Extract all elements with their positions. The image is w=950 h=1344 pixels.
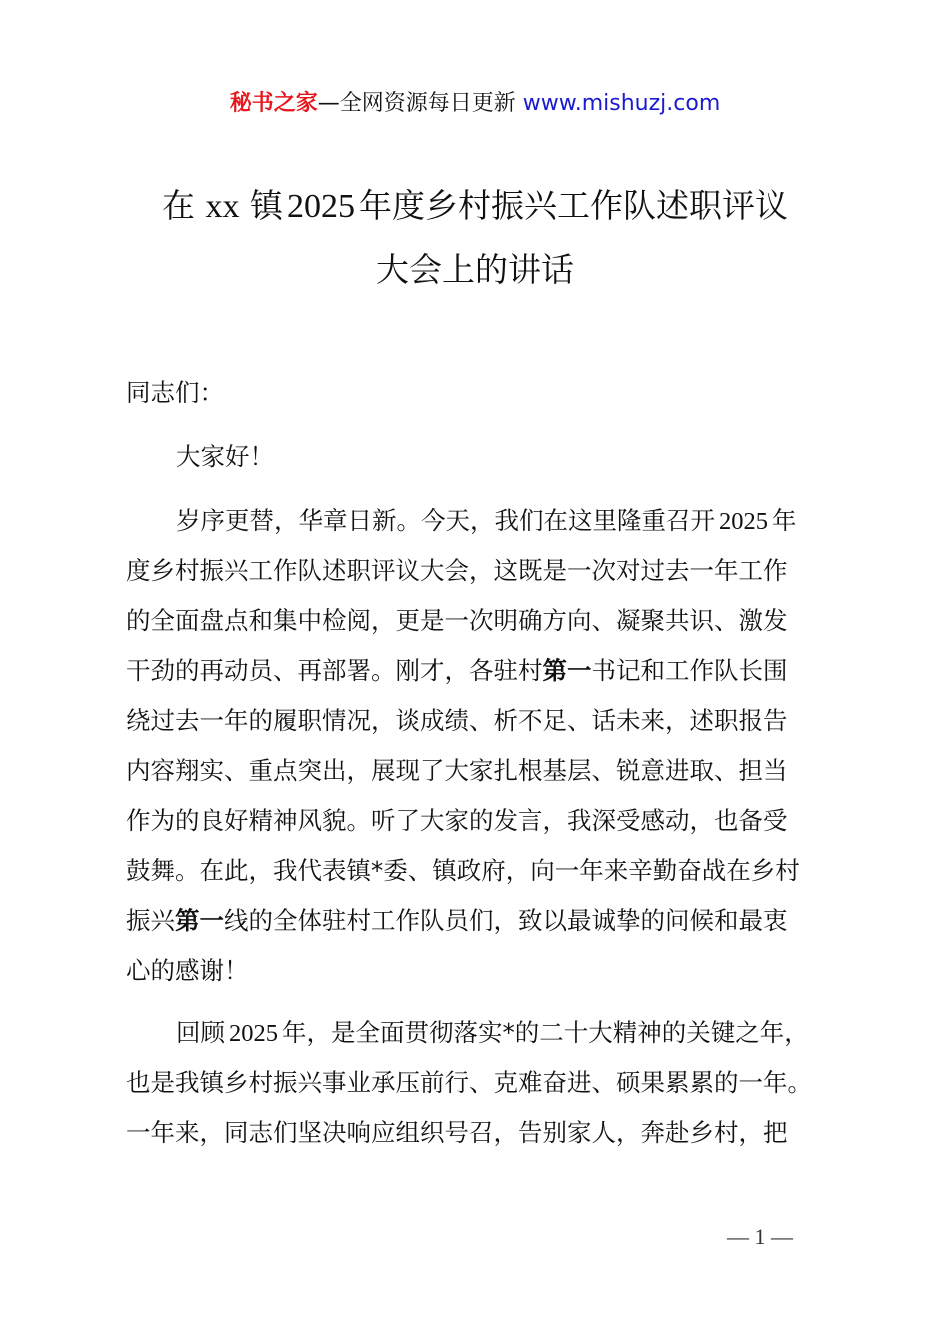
text-run: 振兴 bbox=[126, 906, 175, 935]
header-tagline: —全网资源每日更新 bbox=[317, 91, 516, 116]
title-text: 年度乡村振兴工作队述职评议 bbox=[359, 186, 788, 225]
paragraph-line bbox=[176, 496, 797, 547]
site-header bbox=[0, 86, 950, 122]
title-text: 2025 bbox=[287, 188, 355, 225]
title-text: xx bbox=[205, 188, 240, 225]
text-run: 年 bbox=[772, 506, 797, 535]
paragraph-line: 的全面盘点和集中检阅，更是一次明确方向、凝聚共识、激发 bbox=[126, 606, 788, 635]
bold-text-run: 第一 bbox=[542, 656, 592, 685]
text-run: 岁序更替，华章日新。今天，我们在这里隆重召开 bbox=[176, 506, 715, 535]
greeting: 大家好！ bbox=[176, 442, 274, 471]
text-run: 2025 bbox=[229, 1020, 278, 1047]
text-run: 年，是全面贯彻落实*的二十大精神的关键之年， bbox=[282, 1018, 809, 1047]
text-run: 线的全体驻村工作队员们，致以最诚挚的问候和最衷 bbox=[224, 906, 788, 935]
paragraph-line: 也是我镇乡村振兴事业承压前行、克难奋进、硕果累累的一年。 bbox=[126, 1068, 812, 1097]
text-run: 2025 bbox=[719, 508, 768, 535]
paragraph-line: 鼓舞。在此，我代表镇*委、镇政府，向一年来辛勤奋战在乡村 bbox=[126, 856, 800, 885]
paragraph-line bbox=[126, 646, 788, 696]
site-url-link[interactable]: www.mishuzj.com bbox=[522, 91, 721, 116]
text-run: 书记和工作队长围 bbox=[591, 656, 788, 685]
paragraph-line: 作为的良好精神风貌。听了大家的发言，我深受感动，也备受 bbox=[126, 806, 788, 835]
salutation: 同志们： bbox=[126, 378, 224, 407]
bold-text-run: 第一 bbox=[175, 906, 224, 935]
paragraph-line: 心的感谢！ bbox=[126, 956, 249, 985]
title-text: 在 bbox=[162, 186, 195, 225]
title-text: 镇 bbox=[250, 186, 283, 225]
text-run: 干劲的再动员、再部署。刚才，各驻村 bbox=[126, 656, 543, 685]
brand-name: 秘书之家 bbox=[229, 91, 318, 116]
text-run: 回顾 bbox=[176, 1018, 225, 1047]
document-title-line-2: 大会上的讲话 bbox=[376, 250, 574, 289]
document-title-line-1 bbox=[0, 184, 950, 229]
paragraph-line: 绕过去一年的履职情况，谈成绩、析不足、话未来，述职报告 bbox=[126, 706, 788, 735]
paragraph-line: 度乡村振兴工作队述职评议大会，这既是一次对过去一年工作 bbox=[126, 556, 788, 585]
paragraph-line bbox=[126, 896, 788, 946]
paragraph-line: 内容翔实、重点突出，展现了大家扎根基层、锐意进取、担当 bbox=[126, 756, 788, 785]
page-number: — 1 — bbox=[727, 1224, 793, 1249]
paragraph-line: 一年来，同志们坚决响应组织号召，告别家人，奔赴乡村，把 bbox=[126, 1118, 788, 1147]
paragraph-line bbox=[176, 1008, 809, 1059]
